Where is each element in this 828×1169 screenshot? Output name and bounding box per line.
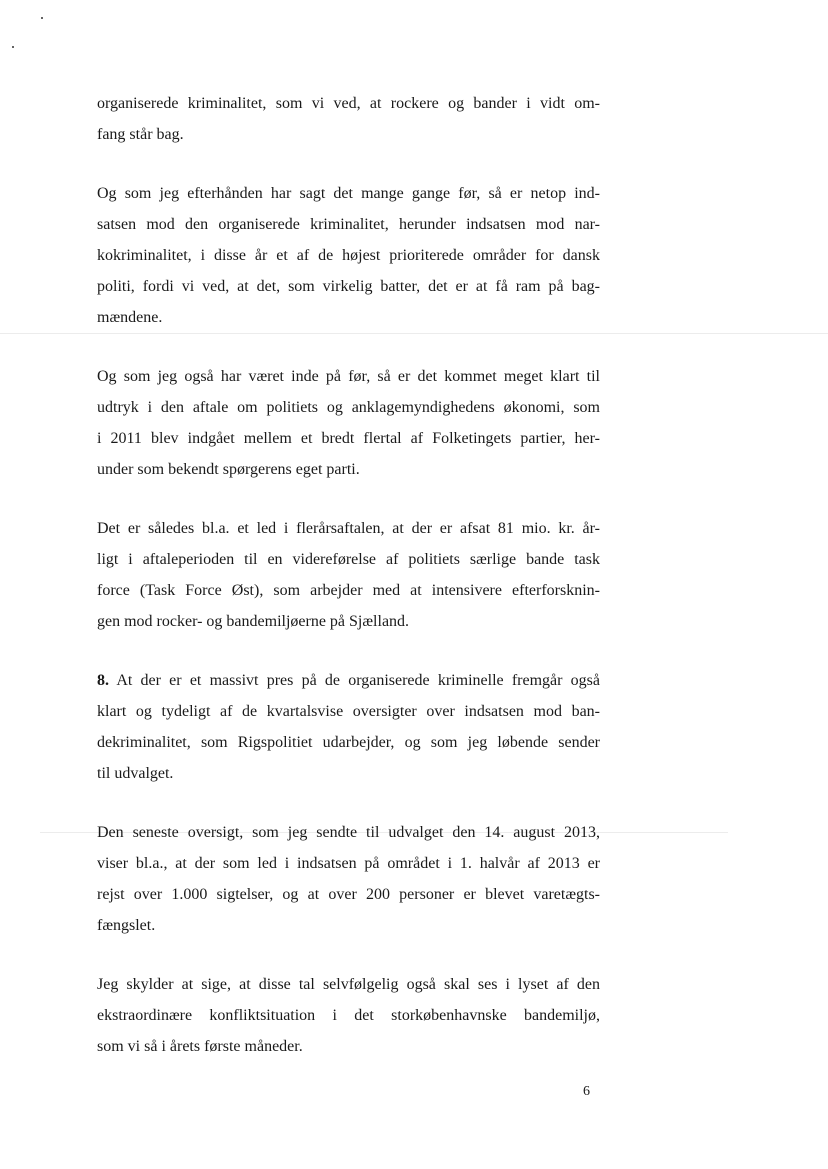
scan-speck [12, 46, 14, 48]
text-line [97, 544, 600, 575]
text-line [97, 271, 600, 302]
paragraph-gap [97, 333, 600, 361]
text-line [97, 178, 600, 209]
text-line [97, 240, 600, 271]
paragraph-gap [97, 941, 600, 969]
paragraph-gap [97, 485, 600, 513]
text-line [97, 1031, 600, 1062]
text-line [97, 758, 600, 789]
line-text: Og som jeg efterhånden har sagt det mange gange før, så er netop ind- [97, 185, 600, 202]
text-line [97, 696, 600, 727]
paragraph-gap [97, 637, 600, 665]
line-text: mændene. [97, 309, 163, 326]
line-text: kokriminalitet, i disse år et af de højest prioriterede områder for dansk [97, 247, 600, 264]
paragraph-gap [97, 150, 600, 178]
line-text: dekriminalitet, som Rigspolitiet udarbejder, og som jeg løbende sender [97, 734, 600, 751]
line-text: klart og tydeligt af de kvartalsvise oversigter over indsatsen mod ban- [97, 703, 600, 720]
text-line [97, 910, 600, 941]
line-text: At der er et massivt pres på de organiserede kriminelle fremgår også [109, 672, 600, 689]
text-line [97, 969, 600, 1000]
line-text: ekstraordinære konfliktsituation i det storkøbenhavnske bandemiljø, [97, 1007, 600, 1024]
text-line [97, 88, 600, 119]
text-line [97, 606, 600, 637]
paragraph [97, 817, 600, 941]
text-line [97, 848, 600, 879]
text-line [97, 302, 600, 333]
line-text: Den seneste oversigt, som jeg sendte til udvalget den 14. august 2013, [97, 824, 600, 841]
line-text: gen mod rocker- og bandemiljøerne på Sjælland. [97, 613, 410, 630]
line-text: i 2011 blev indgået mellem et bredt flertal af Folketingets partier, her- [97, 430, 600, 447]
line-text: viser bl.a., at der som led i indsatsen på området i 1. halvår af 2013 er [97, 855, 600, 872]
line-text: fængslet. [97, 917, 156, 934]
text-line [97, 1000, 600, 1031]
line-text: udtryk i den aftale om politiets og anklagemyndighedens økonomi, som [97, 399, 600, 416]
text-line [97, 575, 600, 606]
text-line [97, 665, 600, 696]
text-line [97, 879, 600, 910]
paragraph [97, 361, 600, 485]
line-text: Og som jeg også har været inde på før, så er det kommet meget klart til [97, 368, 600, 385]
paragraph [97, 513, 600, 637]
line-text: rejst over 1.000 sigtelser, og at over 200 personer er blevet varetægts- [97, 886, 600, 903]
line-text: satsen mod den organiserede kriminalitet, herunder indsatsen mod nar- [97, 216, 600, 233]
line-text: til udvalget. [97, 765, 174, 782]
document-page [97, 88, 600, 1062]
text-line [97, 454, 600, 485]
line-text: force (Task Force Øst), som arbejder med at intensivere efterforsknin- [97, 582, 600, 599]
line-text: organiserede kriminalitet, som vi ved, at rockere og bander i vidt om- [97, 95, 600, 112]
line-text: fang står bag. [97, 126, 184, 143]
paragraph-gap [97, 789, 600, 817]
paragraph [97, 665, 600, 789]
scan-speck [41, 17, 43, 19]
line-text: Jeg skylder at sige, at disse tal selvfølgelig også skal ses i lyset af den [97, 976, 600, 993]
page-number: 6 [583, 1084, 590, 1099]
paragraph [97, 178, 600, 333]
text-line [97, 513, 600, 544]
text-line [97, 361, 600, 392]
line-text: politi, fordi vi ved, at det, som virkelig batter, det er at få ram på bag- [97, 278, 600, 295]
paragraph [97, 88, 600, 150]
paragraph [97, 969, 600, 1062]
text-line [97, 423, 600, 454]
line-text: Det er således bl.a. et led i flerårsaftalen, at der er afsat 81 mio. kr. år- [97, 520, 600, 537]
text-line [97, 119, 600, 150]
line-text: under som bekendt spørgerens eget parti. [97, 461, 360, 478]
line-text: som vi så i årets første måneder. [97, 1038, 303, 1055]
text-line [97, 392, 600, 423]
section-number: 8. [97, 672, 109, 689]
text-line [97, 817, 600, 848]
text-line [97, 727, 600, 758]
line-text: ligt i aftaleperioden til en videreførelse af politiets særlige bande task [97, 551, 600, 568]
text-line [97, 209, 600, 240]
